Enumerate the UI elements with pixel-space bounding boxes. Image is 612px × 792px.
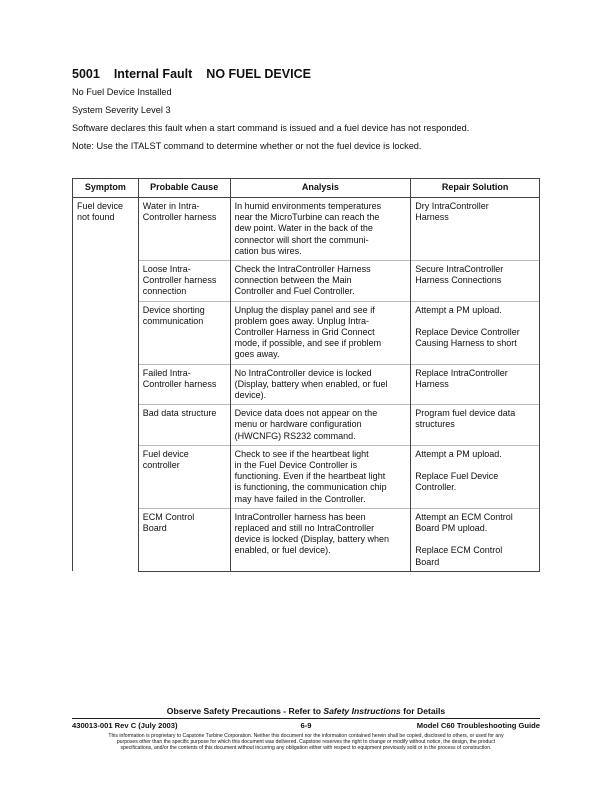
cell-line: (HWCNFG) RS232 command. <box>234 430 356 441</box>
cell-line: Harness <box>415 378 449 389</box>
fault-code: 5001 <box>72 67 100 81</box>
cell-line: Controller harness <box>142 378 217 389</box>
analysis-cell <box>230 405 411 446</box>
cell-line: mode, if possible, and see if problem <box>234 338 382 349</box>
cell-line: Controller harness <box>142 275 217 286</box>
cell-line: Unplug the display panel and see if <box>234 304 375 315</box>
document-number: 430013-001 Rev C (July 2003) <box>72 721 178 730</box>
table-header-row <box>73 179 540 198</box>
cell-line: goes away. <box>234 349 280 360</box>
cell-line: device is locked (Display, battery when <box>234 534 389 545</box>
cell-line: Loose Intra- <box>142 264 191 275</box>
repair-solution-cell <box>411 364 540 405</box>
cell-line: functioning. Even if the heartbeat light <box>234 471 386 482</box>
analysis-cell <box>230 445 411 508</box>
cell-line: Board <box>415 556 440 567</box>
cell-line: Controller and Fuel Controller. <box>234 286 355 297</box>
cell-line: Harness <box>415 212 449 223</box>
blank-line <box>415 460 535 471</box>
cell-line: device). <box>234 390 267 401</box>
cell-line: No IntraController device is locked <box>234 367 372 378</box>
analysis-cell <box>230 301 411 364</box>
cell-line: replaced and still no IntraController <box>234 523 375 534</box>
cell-line: Replace Device Controller <box>415 327 520 338</box>
column-header-probable-cause: Probable Cause <box>138 179 230 198</box>
analysis-cell <box>230 261 411 302</box>
blank-line <box>415 316 535 327</box>
fault-category: Internal Fault <box>113 67 193 81</box>
cell-line: controller <box>142 460 180 471</box>
cell-line: is functioning, the communication chip <box>234 482 387 493</box>
cell-line: near the MicroTurbine can reach the <box>234 212 380 223</box>
cell-line: communication <box>142 315 204 326</box>
probable-cause-cell <box>138 301 230 364</box>
repair-solution-cell <box>411 445 540 508</box>
cell-line: Check the IntraController Harness <box>234 264 371 275</box>
fault-name: NO FUEL DEVICE <box>206 67 311 81</box>
repair-solution-cell <box>411 508 540 571</box>
column-header-repair-solution: Repair Solution <box>411 179 540 198</box>
repair-solution-cell <box>411 301 540 364</box>
cell-line: dew point. Water in the back of the <box>234 223 373 234</box>
cell-line: problem goes away. Unplug Intra- <box>234 315 369 326</box>
probable-cause-cell <box>138 405 230 446</box>
table-row <box>73 445 540 508</box>
cell-line: Harness Connections <box>415 275 502 286</box>
column-header-symptom: Symptom <box>73 179 139 198</box>
cell-line: Fuel device <box>77 201 124 211</box>
safety-notice: Observe Safety Precautions - Refer to Safety Instructions for Details <box>166 706 446 716</box>
troubleshooting-table <box>72 178 540 572</box>
probable-cause-cell <box>138 445 230 508</box>
cell-line: Replace IntraController <box>415 367 508 378</box>
cell-line: connection <box>142 286 187 297</box>
cell-line: Device shorting <box>142 304 205 315</box>
intro-line-description: Software declares this fault when a start command is issued and a fuel device has not responded. <box>72 123 470 133</box>
repair-solution-cell <box>411 405 540 446</box>
intro-line-device: No Fuel Device Installed <box>72 87 172 97</box>
page-number: 6-9 <box>300 721 312 730</box>
cell-line: Check to see if the heartbeat light <box>234 448 369 459</box>
analysis-cell <box>230 364 411 405</box>
cell-line: connection between the Main <box>234 275 352 286</box>
cell-line: in the Fuel Device Controller is <box>234 460 358 471</box>
cell-line: Failed Intra- <box>142 367 191 378</box>
table-row <box>73 405 540 446</box>
table-row <box>73 198 540 261</box>
cell-line: structures <box>415 419 455 430</box>
legal-notice: This information is proprietary to Capstone Turbine Corporation. Neither this document nor the information contained herein shall be copied, disclosed to others, or used for any purposes other than the specific purpose for which this document was delivered. Capstone reserves the right to change or modify without notice, the design, the product specifications, and/or the contents of this document without incurring any obligation either with respect to equipment previously sold or in the process of construction. <box>108 733 504 752</box>
cell-line: Water in Intra- <box>142 201 200 211</box>
repair-solution-cell <box>411 198 540 261</box>
repair-solution-cell <box>411 261 540 302</box>
cell-line: Fuel device <box>142 448 189 459</box>
analysis-cell <box>230 198 411 261</box>
cell-line: not found <box>77 212 115 223</box>
probable-cause-cell <box>138 261 230 302</box>
analysis-cell <box>230 508 411 571</box>
cell-line: Program fuel device data <box>415 408 516 419</box>
cell-line: Causing Harness to short <box>415 338 517 349</box>
table-row <box>73 508 540 571</box>
cell-line: Replace Fuel Device <box>415 471 499 482</box>
intro-note: Note: Use the ITALST command to determine whether or not the fuel device is locked. <box>72 141 422 151</box>
cell-line: enabled, or fuel device). <box>234 545 331 556</box>
probable-cause-cell <box>138 508 230 571</box>
cell-line: Board <box>142 523 167 534</box>
cell-line: Attempt a PM upload. <box>415 304 502 315</box>
safety-instructions-reference: Safety Instructions <box>323 706 401 716</box>
cell-line: Controller harness <box>142 212 217 223</box>
intro-line-severity: System Severity Level 3 <box>72 105 171 115</box>
cell-line: In humid environments temperatures <box>234 201 382 211</box>
guide-title: Model C60 Troubleshooting Guide <box>416 721 540 730</box>
blank-line <box>415 534 535 545</box>
cell-line: may have failed in the Controller. <box>234 493 366 504</box>
cell-line: Attempt a PM upload. <box>415 448 502 459</box>
symptom-cell <box>73 198 139 572</box>
probable-cause-cell <box>138 198 230 261</box>
cell-line: Controller. <box>415 482 457 493</box>
cell-line: IntraController harness has been <box>234 511 366 522</box>
cell-line: (Display, battery when enabled, or fuel <box>234 378 388 389</box>
column-header-analysis: Analysis <box>230 179 411 198</box>
footer-divider <box>72 718 540 719</box>
table-row <box>73 364 540 405</box>
cell-line: Dry IntraController <box>415 201 489 211</box>
cell-line: Device data does not appear on the <box>234 408 378 419</box>
fault-heading <box>72 67 311 81</box>
cell-line: Board PM upload. <box>415 523 488 534</box>
cell-line: Secure IntraController <box>415 264 504 275</box>
cell-line: ECM Control <box>142 511 195 522</box>
probable-cause-cell <box>138 364 230 405</box>
cell-line: menu or hardware configuration <box>234 419 362 430</box>
cell-line: cation bus wires. <box>234 245 302 256</box>
cell-line: Replace ECM Control <box>415 545 503 556</box>
cell-line: Attempt an ECM Control <box>415 511 513 522</box>
cell-line: Controller Harness in Grid Connect <box>234 327 375 338</box>
table-row <box>73 261 540 302</box>
cell-line: Bad data structure <box>142 408 217 419</box>
table-row <box>73 301 540 364</box>
cell-line: connector will short the communi- <box>234 234 369 245</box>
